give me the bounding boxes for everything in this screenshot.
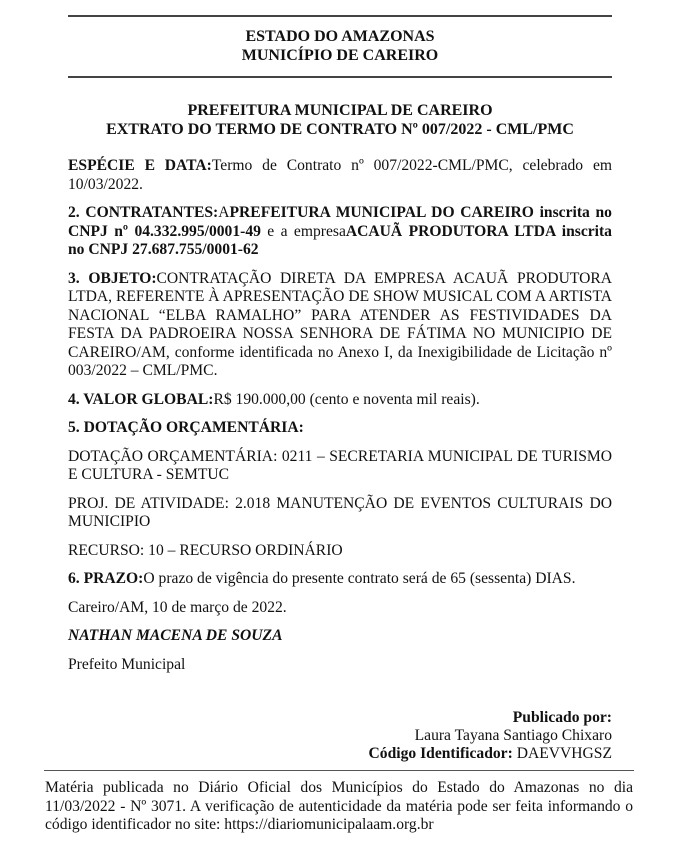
prazo-text: O prazo de vigência do presente contrato será de 65 (sessenta) DIAS. — [143, 570, 576, 587]
publication-info — [369, 709, 612, 763]
prazo-label: 6. PRAZO: — [68, 570, 144, 587]
especie-label: ESPÉCIE E DATA: — [68, 157, 212, 174]
contratantes-connector: e a empresa — [260, 222, 346, 240]
section-valor — [68, 391, 612, 410]
contratante-party-2: ACAUÃ PRODUTORA LTDA inscrita no CNPJ 27.687.755/0001-62 — [68, 222, 612, 258]
objeto-label: 3. OBJETO: — [68, 269, 157, 287]
publisher-name: Laura Tayana Santiago Chixaro — [414, 727, 612, 744]
contratantes-label: 2. CONTRATANTES: — [68, 204, 219, 221]
valor-text: R$ 190.000,00 (cento e noventa mil reais). — [213, 390, 480, 408]
footer-rule — [44, 770, 634, 771]
recurso-line: RECURSO: 10 – RECURSO ORDINÁRIO — [68, 541, 343, 559]
valor-label: 4. VALOR GLOBAL: — [68, 390, 214, 408]
contratante-party-1: PREFEITURA MUNICIPAL DO CAREIRO inscrita no CNPJ nº 04.332.995/0001-49 — [68, 204, 612, 240]
document-header — [68, 27, 612, 65]
title-line-1: PREFEITURA MUNICIPAL DE CAREIRO — [187, 102, 493, 119]
signatory-name: NATHAN MACENA DE SOUZA — [68, 627, 283, 644]
section-contratantes — [68, 204, 612, 260]
place-date: Careiro/AM, 10 de março de 2022. — [68, 598, 287, 616]
section-prazo — [68, 570, 612, 589]
especie-text: Termo de Contrato nº 007/2022-CML/PMC, celebrado em 10/03/2022. — [68, 157, 612, 193]
dotacao-heading: 5. DOTAÇÃO ORÇAMENTÁRIA: — [68, 419, 304, 436]
published-by-label: Publicado por: — [512, 709, 612, 726]
header-bottom-rule — [68, 76, 612, 78]
signatory-role: Prefeito Municipal — [68, 655, 186, 673]
footer-note: Matéria publicada no Diário Oficial dos Municípios do Estado do Amazonas no dia 11/03/2022 - Nº 3071. A verificação de autenticidade da matéria pode ser feita informando o código identificador no site: https://diariomunicipalaam.org.br — [45, 779, 633, 833]
identifier-code-label: Código Identificador: — [368, 745, 513, 762]
objeto-text: CONTRATAÇÃO DIRETA DA EMPRESA ACAUÃ PRODUTORA LTDA, REFERENTE À APRESENTAÇÃO DE SHOW MUSICAL COM A ARTISTA NACIONAL “ELBA RAMALHO” PARA ATENDER AS FESTIVIDADES DA FESTA DA PADROEIRA NOSSA SENHORA DE FÁTIMA NO MUNICIPIO DE CAREIRO/AM, conforme identificada no Anexo I, da Inexigibilidade de Licitação nº 003/2022 – CML/PMC. — [68, 269, 612, 379]
identifier-code-line — [369, 745, 612, 763]
section-objeto — [68, 270, 612, 381]
projeto-line: PROJ. DE ATIVIDADE: 2.018 MANUTENÇÃO DE EVENTOS CULTURAIS DO MUNICIPIO — [68, 494, 612, 530]
section-especie — [68, 157, 612, 194]
state-name: ESTADO DO AMAZONAS — [245, 28, 435, 45]
identifier-code: DAEVVHGSZ — [512, 745, 612, 762]
document-title — [68, 101, 612, 139]
title-line-2: EXTRATO DO TERMO DE CONTRATO Nº 007/2022 - CML/PMC — [106, 121, 574, 138]
dotacao-line: DOTAÇÃO ORÇAMENTÁRIA: 0211 – SECRETARIA MUNICIPAL DE TURISMO E CULTURA - SEMTUC — [68, 447, 612, 483]
header-top-rule — [68, 15, 612, 17]
contratantes-article: A — [218, 204, 230, 221]
municipality-name: MUNICÍPIO DE CAREIRO — [241, 47, 439, 64]
document-body — [68, 157, 612, 684]
